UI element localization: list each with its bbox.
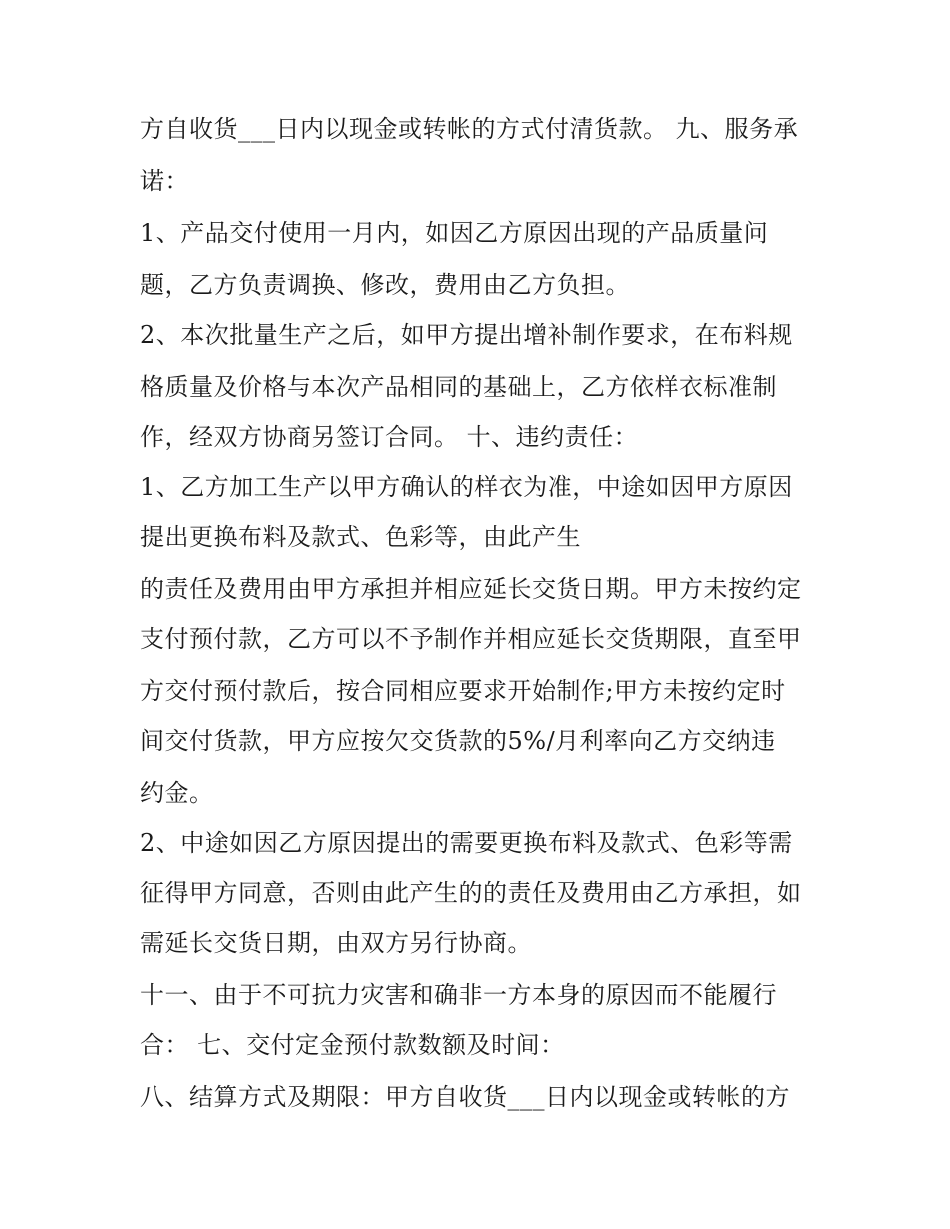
text-line: 格质量及价格与本次产品相同的基础上，乙方依样衣标准制 <box>140 373 777 401</box>
text-line: 方自收货___日内以现金或转帐的方式付清货款。 九、服务承 <box>140 115 799 143</box>
text-line: 题，乙方负责调换、修改，费用由乙方负担。 <box>140 271 630 299</box>
text-line: 2、本次批量生产之后，如甲方提出增补制作要求，在布料规 <box>140 321 793 349</box>
text-line: 征得甲方同意，否则由此产生的的责任及费用由乙方承担，如 <box>140 879 802 907</box>
text-line: 的责任及费用由甲方承担并相应延长交货日期。甲方未按约定 <box>140 575 802 603</box>
text-line: 合： 七、交付定金预付款数额及时间： <box>140 1031 565 1059</box>
text-line: 八、结算方式及期限：甲方自收货___日内以现金或转帐的方 <box>140 1083 790 1111</box>
text-line: 支付预付款，乙方可以不予制作并相应延长交货期限，直至甲 <box>140 625 802 653</box>
text-line: 1、产品交付使用一月内，如因乙方原因出现的产品质量问 <box>140 219 769 247</box>
text-line: 间交付货款，甲方应按欠交货款的5%/月利率向乙方交纳违 <box>140 727 776 755</box>
text-line: 方交付预付款后，按合同相应要求开始制作;甲方未按约定时 <box>140 677 786 705</box>
text-line: 作，经双方协商另签订合同。 十、违约责任： <box>140 423 639 451</box>
text-line: 1、乙方加工生产以甲方确认的样衣为准，中途如因甲方原因 <box>140 473 793 501</box>
text-line: 约金。 <box>140 779 214 807</box>
text-line: 2、中途如因乙方原因提出的需要更换布料及款式、色彩等需 <box>140 829 793 857</box>
text-line: 诺： <box>140 167 189 195</box>
text-line: 提出更换布料及款式、色彩等，由此产生 <box>140 523 581 551</box>
text-line: 需延长交货日期，由双方另行协商。 <box>140 929 532 957</box>
text-line: 十一、由于不可抗力灾害和确非一方本身的原因而不能履行 <box>140 981 777 1009</box>
